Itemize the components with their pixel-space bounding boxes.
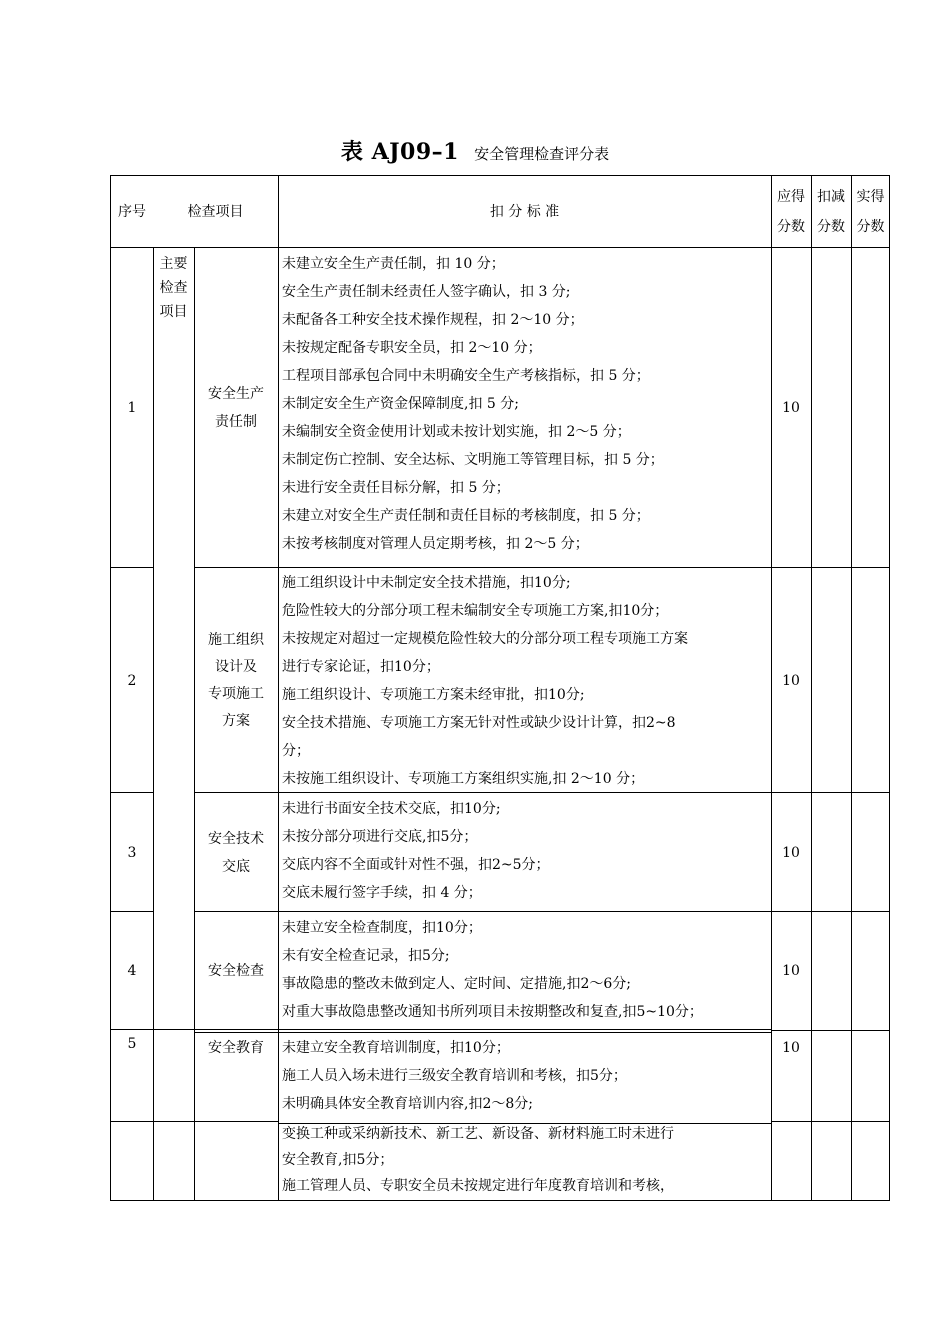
- row-2-item-line: 施工组织: [208, 631, 264, 648]
- row-2-item-line: 设计及: [215, 658, 257, 675]
- row-1-item-line: 安全生产: [208, 386, 264, 402]
- criteria-line: 安全教育,扣5分；: [282, 1152, 394, 1168]
- row-4-seq: 4: [127, 963, 137, 979]
- rule-top: [110, 175, 890, 176]
- rule-category: [194, 247, 195, 1201]
- row-4-item-line: 安全检查: [208, 963, 264, 979]
- criteria-line: 施工组织设计中未制定安全技术措施，扣10分;: [282, 575, 571, 591]
- row-5-item: [194, 1034, 278, 1062]
- rule-row-4-scores: [771, 1030, 890, 1031]
- row-4-score: 10: [782, 963, 800, 979]
- criteria-line: 未有安全检查记录，扣5分;: [282, 948, 450, 964]
- row-1-seq: 1: [127, 400, 137, 416]
- rule-row-3-right: [194, 911, 890, 912]
- table-code: 表 AJ09–1: [340, 139, 459, 165]
- criteria-line: 未制定安全生产资金保障制度,扣 5 分;: [282, 396, 519, 412]
- header-should-b: 分数: [777, 219, 805, 235]
- criteria-line: 分；: [282, 743, 310, 759]
- criteria-line: 对重大事故隐患整改通知书所列项目未按期整改和复查,扣5~10分；: [282, 1004, 703, 1020]
- header-should-a: 应得: [777, 189, 805, 205]
- criteria-line: 变换工种或采纳新技术、新工艺、新设备、新材料施工时未进行: [282, 1126, 674, 1142]
- row-1-item: [194, 248, 278, 568]
- rule-row-2-left: [110, 792, 153, 793]
- criteria-line: 交底未履行签字手续，扣 4 分；: [282, 885, 482, 901]
- rule-header-bottom: [110, 247, 890, 248]
- rule-row-1-right: [194, 567, 890, 568]
- category-line-2: 检查: [159, 280, 188, 296]
- rule-seq: [153, 247, 154, 1201]
- header-seq: 序号: [118, 204, 146, 220]
- criteria-line: 未进行安全责任目标分解，扣 5 分；: [282, 480, 510, 496]
- header-criteria: 扣 分 标 准: [489, 204, 560, 220]
- criteria-line: 未制定伤亡控制、安全达标、文明施工等管理目标，扣 5 分；: [282, 452, 664, 468]
- criteria-line: 未建立安全生产责任制，扣 10 分；: [282, 256, 505, 272]
- row-2-criteria: [278, 569, 771, 793]
- row-1-criteria: [278, 250, 771, 568]
- header-actual-a: 实得: [856, 189, 885, 205]
- row-5-criteria: [278, 1034, 771, 1122]
- criteria-line: 安全技术措施、专项施工方案无针对性或缺少设计计算，扣2~8: [282, 715, 676, 731]
- row-3-item: [194, 793, 278, 912]
- rule-should: [811, 175, 812, 1201]
- rule-left: [110, 175, 111, 1201]
- rule-row-1-left: [110, 567, 153, 568]
- rule-row-5-top: [194, 1032, 771, 1033]
- category-cell: [153, 252, 194, 332]
- criteria-line: 未配备各工种安全技术操作规程，扣 2～10 分；: [282, 312, 584, 328]
- header-deduct-b: 分数: [817, 219, 845, 235]
- category-line-3: 项目: [159, 304, 188, 320]
- row-2-seq: 2: [127, 672, 137, 689]
- header-actual-score: [851, 176, 890, 248]
- row-5-item-line: 安全教育: [208, 1040, 264, 1056]
- category-line-1: 主要: [159, 256, 188, 272]
- header-deduct-a: 扣减: [817, 189, 845, 205]
- row-2-item-line: 专项施工: [208, 685, 264, 702]
- criteria-line: 未按分部分项进行交底,扣5分；: [282, 829, 478, 845]
- criteria-line: 未建立安全教育培训制度，扣10分；: [282, 1040, 510, 1056]
- criteria-line: 交底内容不全面或针对性不强，扣2~5分；: [282, 857, 550, 873]
- row-3-score: 10: [782, 844, 800, 861]
- criteria-line: 未建立安全检查制度，扣10分；: [282, 920, 482, 936]
- table-name: 安全管理检查评分表: [474, 145, 610, 163]
- criteria-line: 工程项目部承包合同中未明确安全生产考核指标，扣 5 分；: [282, 368, 650, 384]
- criteria-line: 未按考核制度对管理人员定期考核，扣 2～5 分；: [282, 536, 589, 552]
- row-2-score: 10: [782, 672, 800, 689]
- rule-row-5-right: [771, 1121, 890, 1122]
- rule-row-3-left: [110, 911, 153, 912]
- criteria-line: 未进行书面安全技术交底，扣10分;: [282, 801, 501, 817]
- row-2-item: [194, 568, 278, 793]
- header-should-score: [771, 176, 811, 248]
- criteria-line: 未按规定配备专职安全员，扣 2～10 分；: [282, 340, 542, 356]
- row-1-score: 10: [782, 400, 800, 416]
- rule-bottom: [110, 1200, 890, 1201]
- row-3-criteria: [278, 795, 771, 912]
- criteria-line: 安全生产责任制未经责任人签字确认，扣 3 分;: [282, 284, 571, 300]
- header-item: 检查项目: [187, 204, 244, 220]
- row-3-seq: 3: [127, 844, 137, 861]
- criteria-line: 未明确具体安全教育培训内容,扣2～8分;: [282, 1096, 533, 1112]
- rule-deduct: [851, 175, 852, 1201]
- criteria-line: 事故隐患的整改未做到定人、定时间、定措施,扣2～6分;: [282, 976, 631, 992]
- row-4-item: [194, 912, 278, 1030]
- rule-row-5-mid: [278, 1123, 771, 1124]
- criteria-line: 施工人员入场未进行三级安全教育培训和考核，扣5分；: [282, 1068, 627, 1084]
- rule-criteria: [771, 175, 772, 1201]
- criteria-line: 未按施工组织设计、专项施工方案组织实施,扣 2～10 分；: [282, 771, 645, 787]
- criteria-line: 进行专家论证，扣10分；: [282, 659, 440, 675]
- row-5-score: 10: [782, 1040, 800, 1056]
- rule-row-2-right: [194, 792, 890, 793]
- header-actual-b: 分数: [856, 219, 885, 235]
- criteria-line: 施工管理人员、专职安全员未按规定进行年度教育培训和考核，: [282, 1178, 674, 1194]
- row-1-item-line: 责任制: [215, 414, 257, 430]
- header-deduct-score: [811, 176, 851, 248]
- row-3-item-line: 交底: [222, 858, 250, 875]
- criteria-line: 未建立对安全生产责任制和责任目标的考核制度，扣 5 分；: [282, 508, 650, 524]
- rule-row-4: [110, 1029, 771, 1030]
- criteria-line: 未按规定对超过一定规模危险性较大的分部分项工程专项施工方案: [282, 631, 688, 647]
- row-5-seq: 5: [127, 1036, 137, 1052]
- row-6-criteria: [278, 1121, 771, 1201]
- criteria-line: 危险性较大的分部分项工程未编制安全专项施工方案,扣10分；: [282, 603, 669, 619]
- row-3-item-line: 安全技术: [208, 830, 264, 847]
- rule-right: [889, 175, 890, 1201]
- rule-item: [278, 175, 279, 1201]
- row-4-criteria: [278, 914, 771, 1030]
- row-2-item-line: 方案: [222, 712, 250, 729]
- criteria-line: 未编制安全资金使用计划或未按计划实施，扣 2～5 分；: [282, 424, 631, 440]
- criteria-line: 施工组织设计、专项施工方案未经审批，扣10分;: [282, 687, 585, 703]
